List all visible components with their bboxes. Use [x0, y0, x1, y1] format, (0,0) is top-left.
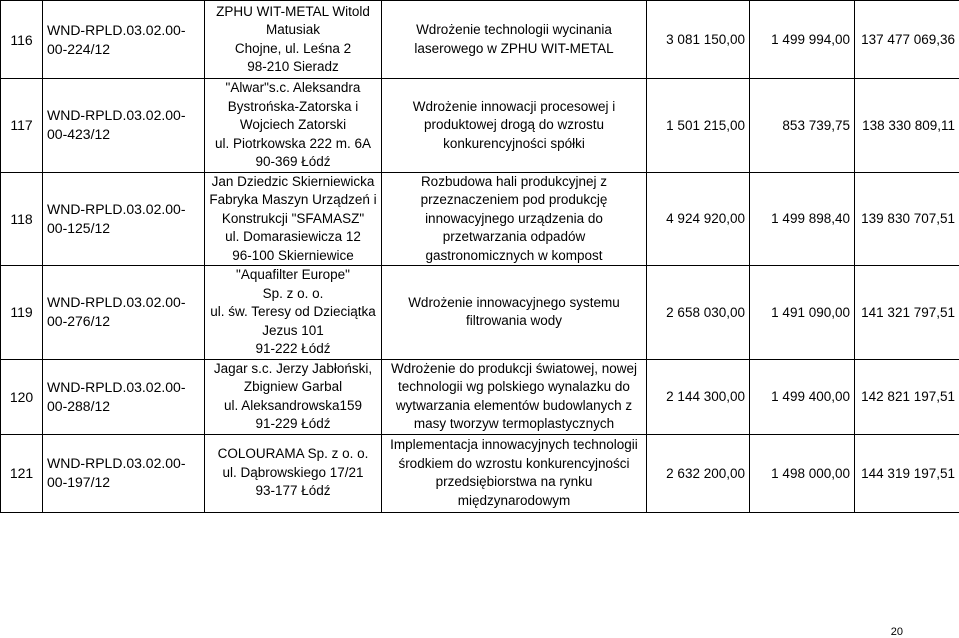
cumulative-amount: 144 319 197,51 [855, 434, 959, 512]
total-value: 2 632 200,00 [647, 434, 750, 512]
project-title: Wdrożenie innowacyjnego systemu filtrowania wody [382, 266, 647, 360]
row-number: 117 [1, 79, 43, 173]
cumulative-amount: 137 477 069,36 [855, 1, 959, 79]
cofinancing-amount: 1 499 994,00 [750, 1, 855, 79]
application-signature: WND-RPLD.03.02.00- 00-224/12 [43, 1, 205, 79]
beneficiary: COLOURAMA Sp. z o. o. ul. Dąbrowskiego 17/21 93-177 Łódź [205, 434, 382, 512]
application-signature: WND-RPLD.03.02.00- 00-423/12 [43, 79, 205, 173]
total-value: 1 501 215,00 [647, 79, 750, 173]
cumulative-amount: 141 321 797,51 [855, 266, 959, 360]
cumulative-amount: 142 821 197,51 [855, 359, 959, 434]
beneficiary: Jagar s.c. Jerzy Jabłoński, Zbigniew Garbal ul. Aleksandrowska159 91-229 Łódź [205, 359, 382, 434]
cofinancing-amount: 853 739,75 [750, 79, 855, 173]
cumulative-amount: 138 330 809,11 [855, 79, 959, 173]
project-title: Rozbudowa hali produkcyjnej z przeznaczeniem pod produkcję innowacyjnego urządzenia do przetwarzania odpadów gastronomicznych w kompost [382, 172, 647, 266]
application-signature: WND-RPLD.03.02.00- 00-288/12 [43, 359, 205, 434]
beneficiary: "Alwar"s.c. Aleksandra Bystrońska-Zatorska i Wojciech Zatorski ul. Piotrkowska 222 m. 6A 90-369 Łódź [205, 79, 382, 173]
project-title: Wdrożenie innowacji procesowej i produktowej drogą do wzrostu konkurencyjności spółki [382, 79, 647, 173]
table-row [1, 79, 959, 173]
cofinancing-amount: 1 491 090,00 [750, 266, 855, 360]
application-signature: WND-RPLD.03.02.00- 00-125/12 [43, 172, 205, 266]
application-signature: WND-RPLD.03.02.00- 00-276/12 [43, 266, 205, 360]
cofinancing-amount: 1 499 898,40 [750, 172, 855, 266]
project-title: Implementacja innowacyjnych technologii środkiem do wzrostu konkurencyjności przedsiębiorstwa na rynku międzynarodowym [382, 434, 647, 512]
row-number: 118 [1, 172, 43, 266]
row-number: 116 [1, 1, 43, 79]
row-number: 120 [1, 359, 43, 434]
table-row [1, 359, 959, 434]
table-row [1, 434, 959, 512]
cofinancing-amount: 1 499 400,00 [750, 359, 855, 434]
beneficiary: "Aquafilter Europe" Sp. z o. o. ul. św. Teresy od Dzieciątka Jezus 101 91-222 Łódź [205, 266, 382, 360]
beneficiary: ZPHU WIT-METAL Witold Matusiak Chojne, ul. Leśna 2 98-210 Sieradz [205, 1, 382, 79]
total-value: 2 144 300,00 [647, 359, 750, 434]
table-row [1, 172, 959, 266]
total-value: 3 081 150,00 [647, 1, 750, 79]
beneficiary: Jan Dziedzic Skierniewicka Fabryka Maszyn Urządzeń i Konstrukcji "SFAMASZ" ul. Domarasiewicza 12 96-100 Skierniewice [205, 172, 382, 266]
project-title: Wdrożenie technologii wycinania laserowego w ZPHU WIT-METAL [382, 1, 647, 79]
cofinancing-amount: 1 498 000,00 [750, 434, 855, 512]
application-signature: WND-RPLD.03.02.00- 00-197/12 [43, 434, 205, 512]
page-number: 20 [890, 626, 903, 638]
total-value: 4 924 920,00 [647, 172, 750, 266]
row-number: 121 [1, 434, 43, 512]
row-number: 119 [1, 266, 43, 360]
total-value: 2 658 030,00 [647, 266, 750, 360]
cumulative-amount: 139 830 707,51 [855, 172, 959, 266]
table-row [1, 1, 959, 79]
project-title: Wdrożenie do produkcji światowej, nowej technologii wg polskiego wynalazku do wytwarzania elementów budowlanych z masy tworzyw termoplastycznych [382, 359, 647, 434]
table-row [1, 266, 959, 360]
